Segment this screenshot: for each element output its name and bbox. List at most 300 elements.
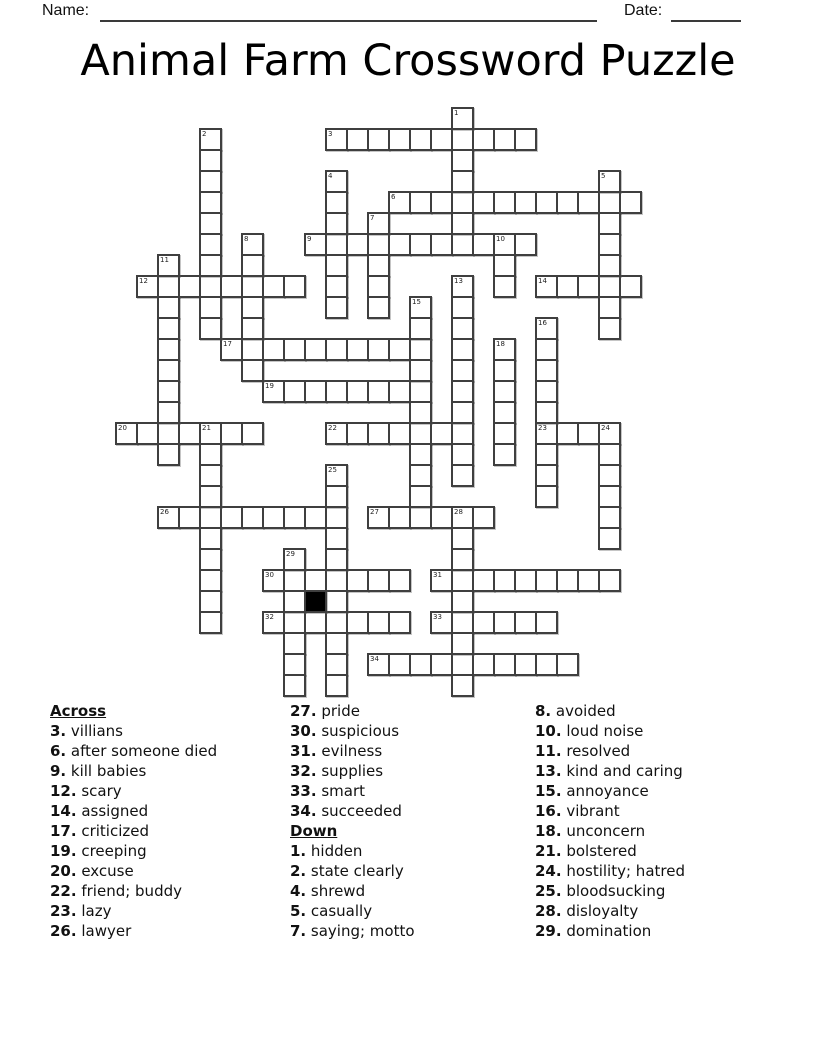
grid-cell[interactable]: [451, 632, 474, 655]
grid-cell[interactable]: [157, 380, 180, 403]
grid-cell[interactable]: [451, 296, 474, 319]
grid-cell[interactable]: [325, 254, 348, 277]
grid-cell[interactable]: [472, 506, 495, 529]
grid-cell[interactable]: [367, 506, 390, 529]
grid-cell[interactable]: [451, 674, 474, 697]
grid-cell[interactable]: [388, 653, 411, 676]
clue-item: [535, 721, 685, 741]
clue-column-1: [50, 701, 217, 941]
grid-cell[interactable]: [388, 569, 411, 592]
grid-cell[interactable]: [598, 443, 621, 466]
grid-cell[interactable]: [430, 233, 453, 256]
clue-number: 15.: [535, 782, 562, 800]
grid-cell[interactable]: [388, 128, 411, 151]
clue-number: 6.: [50, 742, 67, 760]
grid-cell[interactable]: [409, 128, 432, 151]
grid-cell[interactable]: [493, 233, 516, 256]
grid-cell[interactable]: [283, 653, 306, 676]
grid-cell[interactable]: [409, 233, 432, 256]
grid-cell[interactable]: [493, 653, 516, 676]
grid-cell[interactable]: [199, 527, 222, 550]
grid-cell[interactable]: [409, 296, 432, 319]
grid-cell[interactable]: [598, 485, 621, 508]
clue-text: casually: [306, 902, 373, 920]
grid-cell[interactable]: [619, 275, 642, 298]
grid-cell[interactable]: [493, 275, 516, 298]
grid-cell[interactable]: [535, 653, 558, 676]
grid-cell[interactable]: [409, 443, 432, 466]
grid-cell[interactable]: [325, 548, 348, 571]
grid-cell[interactable]: [157, 401, 180, 424]
grid-cell[interactable]: [325, 422, 348, 445]
grid-cell[interactable]: [556, 191, 579, 214]
grid-cell[interactable]: [241, 317, 264, 340]
grid-cell[interactable]: [556, 422, 579, 445]
grid-cell[interactable]: [283, 569, 306, 592]
grid-cell[interactable]: [451, 653, 474, 676]
grid-cell[interactable]: [598, 422, 621, 445]
grid-cell[interactable]: [409, 338, 432, 361]
cell-number: 21: [202, 424, 211, 432]
grid-cell[interactable]: [493, 401, 516, 424]
grid-cell[interactable]: [619, 191, 642, 214]
grid-cell[interactable]: [304, 233, 327, 256]
clue-number: 23.: [50, 902, 77, 920]
grid-cell[interactable]: [241, 359, 264, 382]
grid-cell[interactable]: [157, 275, 180, 298]
grid-cell[interactable]: [598, 212, 621, 235]
grid-cell[interactable]: [451, 149, 474, 172]
clue-item: [290, 701, 415, 721]
grid-cell[interactable]: [199, 170, 222, 193]
grid-cell[interactable]: [262, 338, 285, 361]
clue-text: loud noise: [561, 722, 644, 740]
clue-number: 18.: [535, 822, 562, 840]
clue-number: 21.: [535, 842, 562, 860]
clue-text: resolved: [561, 742, 631, 760]
grid-cell[interactable]: [304, 338, 327, 361]
grid-cell[interactable]: [598, 191, 621, 214]
grid-cell[interactable]: [514, 128, 537, 151]
grid-cell[interactable]: [493, 380, 516, 403]
grid-cell[interactable]: [430, 653, 453, 676]
clue-number: 27.: [290, 702, 317, 720]
grid-cell[interactable]: [325, 233, 348, 256]
grid-cell[interactable]: [514, 653, 537, 676]
clue-text: domination: [561, 922, 652, 940]
grid-cell[interactable]: [556, 653, 579, 676]
grid-cell[interactable]: [451, 338, 474, 361]
grid-cell[interactable]: [325, 170, 348, 193]
grid-cell[interactable]: [136, 275, 159, 298]
grid-cell[interactable]: [472, 611, 495, 634]
grid-cell[interactable]: [283, 338, 306, 361]
grid-cell[interactable]: [325, 653, 348, 676]
grid-cell[interactable]: [388, 422, 411, 445]
clue-item: [290, 841, 415, 861]
grid-cell[interactable]: [346, 422, 369, 445]
grid-cell[interactable]: [157, 422, 180, 445]
grid-cell[interactable]: [199, 317, 222, 340]
grid-cell[interactable]: [367, 611, 390, 634]
grid-cell[interactable]: [262, 506, 285, 529]
grid-cell[interactable]: [262, 380, 285, 403]
grid-cell[interactable]: [493, 569, 516, 592]
grid-cell[interactable]: [262, 611, 285, 634]
grid-cell[interactable]: [451, 443, 474, 466]
grid-cell[interactable]: [472, 191, 495, 214]
grid-cell[interactable]: [598, 464, 621, 487]
grid-cell[interactable]: [157, 443, 180, 466]
clue-number: 26.: [50, 922, 77, 940]
clue-number: 16.: [535, 802, 562, 820]
grid-cell[interactable]: [535, 380, 558, 403]
grid-cell[interactable]: [451, 191, 474, 214]
grid-cell[interactable]: [451, 611, 474, 634]
grid-cell[interactable]: [451, 401, 474, 424]
grid-cell[interactable]: [157, 296, 180, 319]
grid-cell[interactable]: [451, 464, 474, 487]
grid-cell[interactable]: [556, 569, 579, 592]
grid-cell[interactable]: [451, 107, 474, 130]
grid-cell[interactable]: [577, 191, 600, 214]
grid-cell[interactable]: [241, 506, 264, 529]
grid-cell[interactable]: [199, 149, 222, 172]
clue-text: kind and caring: [561, 762, 683, 780]
grid-cell[interactable]: [199, 275, 222, 298]
grid-cell[interactable]: [451, 128, 474, 151]
grid-cell[interactable]: [199, 422, 222, 445]
grid-cell[interactable]: [220, 422, 243, 445]
grid-cell[interactable]: [409, 422, 432, 445]
clue-text: creeping: [76, 842, 147, 860]
grid-cell[interactable]: [388, 380, 411, 403]
clue-number: 5.: [290, 902, 307, 920]
grid-cell[interactable]: [199, 611, 222, 634]
grid-cell[interactable]: [367, 338, 390, 361]
clue-text: bolstered: [561, 842, 637, 860]
grid-cell[interactable]: [367, 422, 390, 445]
cell-number: 29: [286, 550, 295, 558]
grid-cell[interactable]: [157, 254, 180, 277]
grid-cell[interactable]: [199, 128, 222, 151]
clue-item: [535, 861, 685, 881]
date-input-line[interactable]: [671, 3, 741, 22]
grid-cell[interactable]: [325, 632, 348, 655]
grid-cell[interactable]: [220, 275, 243, 298]
clue-text: hostility; hatred: [561, 862, 685, 880]
grid-cell[interactable]: [535, 338, 558, 361]
grid-cell[interactable]: [346, 338, 369, 361]
grid-cell[interactable]: [493, 254, 516, 277]
grid-cell[interactable]: [325, 275, 348, 298]
grid-cell[interactable]: [493, 191, 516, 214]
grid-cell[interactable]: [409, 401, 432, 424]
cell-number: 18: [496, 340, 505, 348]
grid-cell[interactable]: [304, 611, 327, 634]
grid-cell[interactable]: [409, 464, 432, 487]
grid-cell[interactable]: [346, 569, 369, 592]
grid-cell[interactable]: [451, 380, 474, 403]
grid-cell[interactable]: [598, 275, 621, 298]
grid-cell[interactable]: [598, 170, 621, 193]
grid-cell[interactable]: [325, 464, 348, 487]
grid-cell[interactable]: [472, 128, 495, 151]
cell-number: 20: [118, 424, 127, 432]
clue-number: 34.: [290, 802, 317, 820]
grid-cell[interactable]: [283, 506, 306, 529]
grid-cell[interactable]: [367, 128, 390, 151]
grid-cell[interactable]: [325, 485, 348, 508]
blocked-cell: [304, 590, 327, 613]
grid-cell[interactable]: [157, 359, 180, 382]
grid-cell[interactable]: [598, 296, 621, 319]
grid-cell[interactable]: [262, 569, 285, 592]
grid-cell[interactable]: [451, 212, 474, 235]
grid-cell[interactable]: [388, 506, 411, 529]
grid-cell[interactable]: [451, 317, 474, 340]
grid-cell[interactable]: [535, 464, 558, 487]
grid-cell[interactable]: [430, 611, 453, 634]
grid-cell[interactable]: [283, 275, 306, 298]
grid-cell[interactable]: [451, 548, 474, 571]
grid-cell[interactable]: [199, 191, 222, 214]
clue-number: 7.: [290, 922, 307, 940]
grid-cell[interactable]: [325, 590, 348, 613]
clue-text: lawyer: [76, 922, 132, 940]
grid-cell[interactable]: [409, 317, 432, 340]
grid-cell[interactable]: [241, 296, 264, 319]
grid-cell[interactable]: [325, 338, 348, 361]
grid-cell[interactable]: [241, 338, 264, 361]
grid-cell[interactable]: [514, 569, 537, 592]
grid-cell[interactable]: [535, 443, 558, 466]
grid-cell[interactable]: [241, 275, 264, 298]
grid-cell[interactable]: [577, 275, 600, 298]
grid-cell[interactable]: [388, 611, 411, 634]
grid-cell[interactable]: [451, 422, 474, 445]
grid-cell[interactable]: [598, 527, 621, 550]
grid-cell[interactable]: [535, 275, 558, 298]
grid-cell[interactable]: [325, 296, 348, 319]
grid-cell[interactable]: [535, 317, 558, 340]
grid-cell[interactable]: [451, 569, 474, 592]
grid-cell[interactable]: [409, 191, 432, 214]
cell-number: 12: [139, 277, 148, 285]
grid-cell[interactable]: [304, 506, 327, 529]
grid-cell[interactable]: [514, 233, 537, 256]
grid-cell[interactable]: [199, 569, 222, 592]
grid-cell[interactable]: [325, 674, 348, 697]
cell-number: 10: [496, 235, 505, 243]
grid-cell[interactable]: [577, 422, 600, 445]
clue-item: [535, 841, 685, 861]
clue-item: [535, 781, 685, 801]
grid-cell[interactable]: [472, 233, 495, 256]
grid-cell[interactable]: [199, 485, 222, 508]
grid-cell[interactable]: [451, 233, 474, 256]
grid-cell[interactable]: [283, 632, 306, 655]
clue-number: 17.: [50, 822, 77, 840]
grid-cell[interactable]: [283, 548, 306, 571]
clue-number: 25.: [535, 882, 562, 900]
grid-cell[interactable]: [115, 422, 138, 445]
grid-cell[interactable]: [430, 128, 453, 151]
grid-cell[interactable]: [535, 569, 558, 592]
grid-cell[interactable]: [598, 506, 621, 529]
clue-text: evilness: [316, 742, 383, 760]
grid-cell[interactable]: [325, 506, 348, 529]
grid-cell[interactable]: [409, 380, 432, 403]
grid-cell[interactable]: [493, 128, 516, 151]
clue-item: [535, 881, 685, 901]
clue-text: annoyance: [561, 782, 649, 800]
grid-cell[interactable]: [199, 296, 222, 319]
grid-cell[interactable]: [346, 611, 369, 634]
grid-cell[interactable]: [598, 317, 621, 340]
grid-cell[interactable]: [535, 401, 558, 424]
clue-item: [290, 861, 415, 881]
grid-cell[interactable]: [598, 233, 621, 256]
grid-cell[interactable]: [157, 317, 180, 340]
clue-item: [535, 801, 685, 821]
grid-cell[interactable]: [304, 380, 327, 403]
cell-number: 25: [328, 466, 337, 474]
grid-cell[interactable]: [325, 527, 348, 550]
cell-number: 26: [160, 508, 169, 516]
grid-cell[interactable]: [199, 443, 222, 466]
grid-cell[interactable]: [220, 506, 243, 529]
grid-cell[interactable]: [472, 569, 495, 592]
grid-cell[interactable]: [283, 590, 306, 613]
grid-cell[interactable]: [388, 191, 411, 214]
grid-cell[interactable]: [367, 233, 390, 256]
grid-cell[interactable]: [304, 569, 327, 592]
grid-cell[interactable]: [367, 212, 390, 235]
clue-item: [290, 741, 415, 761]
grid-cell[interactable]: [199, 590, 222, 613]
cell-number: 1: [454, 109, 459, 117]
grid-cell[interactable]: [199, 233, 222, 256]
grid-cell[interactable]: [325, 569, 348, 592]
clue-item: [50, 721, 217, 741]
grid-cell[interactable]: [199, 506, 222, 529]
grid-cell[interactable]: [451, 275, 474, 298]
grid-cell[interactable]: [409, 653, 432, 676]
grid-cell[interactable]: [430, 506, 453, 529]
grid-cell[interactable]: [493, 422, 516, 445]
grid-cell[interactable]: [598, 569, 621, 592]
grid-cell[interactable]: [514, 191, 537, 214]
grid-cell[interactable]: [367, 569, 390, 592]
grid-cell[interactable]: [136, 422, 159, 445]
grid-cell[interactable]: [157, 338, 180, 361]
grid-cell[interactable]: [241, 422, 264, 445]
clue-number: 8.: [535, 702, 552, 720]
cell-number: 33: [433, 613, 442, 621]
grid-cell[interactable]: [535, 359, 558, 382]
grid-cell[interactable]: [262, 275, 285, 298]
cell-number: 11: [160, 256, 169, 264]
grid-cell[interactable]: [199, 464, 222, 487]
clue-number: 3.: [50, 722, 67, 740]
grid-cell[interactable]: [472, 653, 495, 676]
cell-number: 19: [265, 382, 274, 390]
grid-cell[interactable]: [451, 359, 474, 382]
grid-cell[interactable]: [367, 275, 390, 298]
grid-cell[interactable]: [430, 422, 453, 445]
cell-number: 22: [328, 424, 337, 432]
grid-cell[interactable]: [325, 212, 348, 235]
grid-cell[interactable]: [388, 233, 411, 256]
grid-cell[interactable]: [388, 338, 411, 361]
grid-cell[interactable]: [514, 611, 537, 634]
grid-cell[interactable]: [220, 338, 243, 361]
grid-cell[interactable]: [535, 191, 558, 214]
grid-cell[interactable]: [157, 506, 180, 529]
grid-cell[interactable]: [367, 653, 390, 676]
name-input-line[interactable]: [100, 3, 597, 22]
grid-cell[interactable]: [493, 611, 516, 634]
grid-cell[interactable]: [283, 674, 306, 697]
grid-cell[interactable]: [535, 611, 558, 634]
grid-cell[interactable]: [325, 191, 348, 214]
cell-number: 9: [307, 235, 312, 243]
grid-cell[interactable]: [577, 569, 600, 592]
grid-cell[interactable]: [493, 338, 516, 361]
crossword-grid: [115, 107, 642, 697]
grid-cell[interactable]: [430, 569, 453, 592]
grid-cell[interactable]: [535, 422, 558, 445]
grid-cell[interactable]: [346, 128, 369, 151]
cell-number: 28: [454, 508, 463, 516]
grid-cell[interactable]: [346, 233, 369, 256]
grid-cell[interactable]: [409, 485, 432, 508]
grid-cell[interactable]: [199, 254, 222, 277]
grid-cell[interactable]: [283, 611, 306, 634]
grid-cell[interactable]: [451, 590, 474, 613]
grid-cell[interactable]: [346, 380, 369, 403]
clue-text: saying; motto: [306, 922, 415, 940]
grid-cell[interactable]: [325, 128, 348, 151]
grid-cell[interactable]: [493, 359, 516, 382]
grid-cell[interactable]: [325, 611, 348, 634]
grid-cell[interactable]: [367, 254, 390, 277]
grid-cell[interactable]: [178, 506, 201, 529]
grid-cell[interactable]: [451, 170, 474, 193]
grid-cell[interactable]: [598, 254, 621, 277]
grid-cell[interactable]: [367, 380, 390, 403]
grid-cell[interactable]: [535, 485, 558, 508]
grid-cell[interactable]: [430, 191, 453, 214]
grid-cell[interactable]: [199, 212, 222, 235]
grid-cell[interactable]: [451, 506, 474, 529]
grid-cell[interactable]: [409, 359, 432, 382]
grid-cell[interactable]: [493, 443, 516, 466]
grid-cell[interactable]: [178, 275, 201, 298]
grid-cell[interactable]: [556, 275, 579, 298]
grid-cell[interactable]: [283, 380, 306, 403]
grid-cell[interactable]: [241, 233, 264, 256]
grid-cell[interactable]: [199, 548, 222, 571]
grid-cell[interactable]: [241, 254, 264, 277]
grid-cell[interactable]: [325, 380, 348, 403]
across-header: Across: [50, 702, 107, 720]
grid-cell[interactable]: [178, 422, 201, 445]
grid-cell[interactable]: [367, 296, 390, 319]
grid-cell[interactable]: [409, 506, 432, 529]
grid-cell[interactable]: [451, 527, 474, 550]
